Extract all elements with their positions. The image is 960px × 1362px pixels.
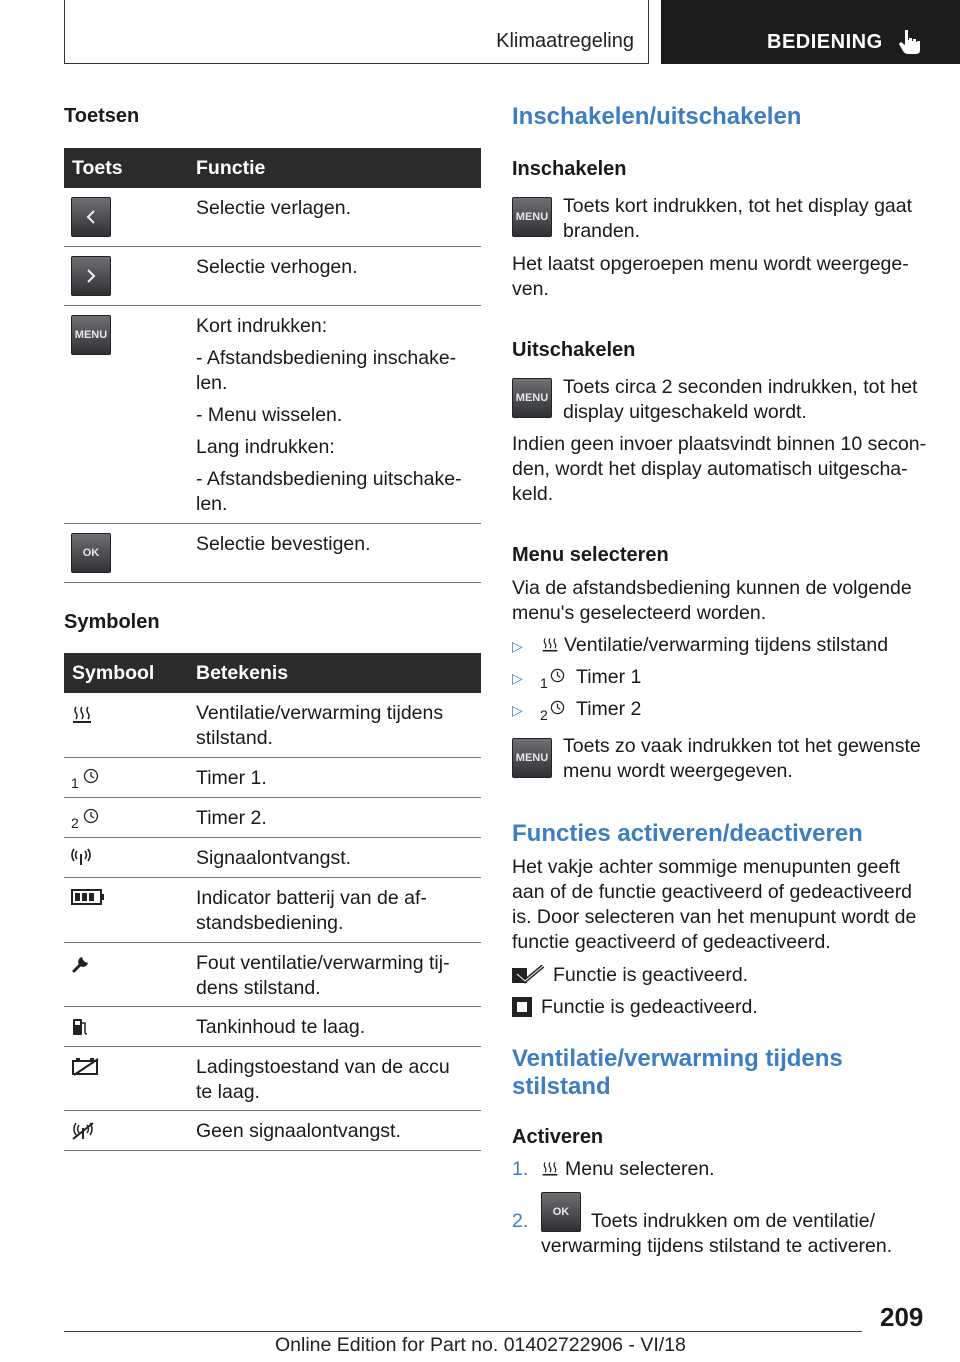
battery-icon	[71, 889, 105, 905]
heading-menu-selecteren: Menu selecteren	[512, 544, 669, 566]
table-row	[64, 758, 481, 798]
toetsen-heading: Toetsen	[64, 105, 140, 127]
timer-number: 2	[71, 815, 79, 831]
symbolen-table	[64, 653, 481, 1151]
toetsen-table	[64, 148, 481, 583]
table-row	[64, 524, 481, 583]
uit-text: Toets circa 2 seconden indrukken, tot het display uitgeschakeld wordt.	[563, 376, 918, 423]
heading-ventilatie: Ventilatie/verwarming tijdens stilstand	[512, 1045, 843, 1100]
row-text: - Afstandsbediening uitschake-len.	[196, 468, 462, 515]
timer-number: 2	[540, 707, 548, 723]
bullet-text: Timer 1	[576, 666, 642, 688]
table-row	[64, 693, 481, 758]
table-row	[64, 1047, 481, 1111]
page-number: 209	[880, 1302, 924, 1332]
timer-2-icon	[83, 808, 99, 824]
symbolen-heading: Symbolen	[64, 611, 160, 633]
checkbox-unchecked-icon	[512, 997, 532, 1017]
heating-icon	[541, 636, 559, 654]
step-number: 2.	[512, 1210, 529, 1232]
table-header	[64, 148, 481, 188]
table-row	[64, 838, 481, 878]
col-header-functie: Functie	[196, 157, 266, 179]
row-text: Tankinhoud te laag.	[196, 1016, 366, 1038]
table-row	[64, 1111, 481, 1151]
wrench-icon	[71, 954, 91, 974]
row-text: Fout ventilatie/verwarming tij-dens stilstand.	[196, 952, 450, 999]
table-row	[64, 188, 481, 247]
signal-icon	[71, 848, 91, 866]
row-text: Selectie bevestigen.	[196, 533, 371, 555]
timer-2-icon	[550, 700, 565, 715]
table-row	[64, 798, 481, 838]
bullet-text: Ventilatie/verwarming tijdens stilstand	[564, 634, 889, 656]
row-text: - Afstandsbediening inschake-len.	[196, 347, 457, 394]
row-text: Kort indrukken:	[196, 315, 328, 337]
row-text: Timer 2.	[196, 807, 267, 829]
timer-1-icon	[83, 768, 99, 784]
uit-after: Indien geen invoer plaatsvindt binnen 10 secon-den, wordt het display automatisch uitgescha-keld.	[512, 433, 927, 505]
timer-number: 1	[540, 675, 548, 691]
heating-icon	[541, 1160, 559, 1178]
menu-key-icon: MENU	[512, 738, 552, 778]
heading-activeren: Activeren	[512, 1126, 604, 1148]
heading-uitschakelen: Uitschakelen	[512, 339, 636, 361]
fuel-icon	[71, 1017, 89, 1037]
header-chapter-box	[661, 0, 960, 64]
col-header-betekenis: Betekenis	[196, 662, 289, 684]
row-text: Geen signaalontvangst.	[196, 1120, 401, 1142]
header-section-box	[64, 0, 649, 64]
footer-divider	[64, 1331, 862, 1332]
left-arrow-key-icon	[71, 197, 111, 237]
bullet-triangle-icon: ▷	[512, 702, 523, 718]
col-header-toets: Toets	[72, 157, 123, 179]
timer-1-icon	[550, 668, 565, 683]
header-section-title: Klimaatregeling	[496, 30, 634, 52]
ok-key-icon: OK	[541, 1192, 581, 1232]
table-row	[64, 247, 481, 306]
step2-text: Toets indrukken om de ventilatie/ verwarming tijdens stilstand te activeren.	[541, 1210, 893, 1257]
table-row	[64, 306, 481, 524]
heading-functies: Functies activeren/deactiveren	[512, 820, 863, 847]
bullet-triangle-icon: ▷	[512, 670, 523, 686]
step1-text: Menu selecteren.	[565, 1158, 715, 1180]
checkbox-checked-icon	[511, 965, 545, 985]
menu-press-text: Toets zo vaak indrukken tot het gewenste menu wordt weergegeven.	[563, 735, 921, 782]
activated-text: Functie is geactiveerd.	[553, 964, 749, 986]
right-arrow-key-icon	[71, 256, 111, 296]
footer-edition: Online Edition for Part no. 01402722906 - VI/18	[275, 1334, 686, 1356]
row-text: Ladingstoestand van de accu te laag.	[196, 1056, 450, 1103]
menu-key-icon: MENU	[512, 197, 552, 237]
row-text: Timer 1.	[196, 767, 267, 789]
ok-key-icon: OK	[71, 533, 111, 573]
row-text: Lang indrukken:	[196, 436, 335, 458]
row-text: Selectie verhogen.	[196, 256, 358, 278]
heating-icon	[71, 705, 93, 725]
battery-fault-icon	[71, 1057, 101, 1077]
menu-key-icon: MENU	[512, 378, 552, 418]
bullet-triangle-icon: ▷	[512, 638, 523, 654]
row-text: Indicator batterij van de af-standsbediening.	[196, 887, 427, 934]
step-number: 1.	[512, 1158, 529, 1180]
row-text: Ventilatie/verwarming tijdens stilstand.	[196, 702, 444, 749]
row-text: Selectie verlagen.	[196, 197, 352, 219]
bullet-text: Timer 2	[576, 698, 642, 720]
menu-sel-text: Via de afstandsbediening kunnen de volgende menu's geselecteerd worden.	[512, 577, 912, 624]
table-row	[64, 943, 481, 1007]
timer-number: 1	[71, 775, 79, 791]
row-text: Signaalontvangst.	[196, 847, 352, 869]
table-row	[64, 878, 481, 943]
table-header	[64, 653, 481, 693]
heading-inschakelen: Inschakelen	[512, 158, 627, 180]
col-header-symbool: Symbool	[72, 662, 155, 684]
row-text: - Menu wisselen.	[196, 404, 343, 426]
deactivated-text: Functie is gedeactiveerd.	[541, 996, 758, 1018]
insch-after: Het laatst opgeroepen menu wordt weergege-ven.	[512, 253, 909, 300]
header-chapter-title: BEDIENING	[767, 31, 883, 53]
no-signal-icon	[71, 1121, 95, 1141]
hand-pointer-icon	[898, 28, 922, 54]
table-row	[64, 1007, 481, 1047]
insch-text: Toets kort indrukken, tot het display gaat branden.	[563, 195, 913, 242]
functies-text: Het vakje achter sommige menupunten geeft aan of de functie geactiveerd of gedeactiveerd is. Door selecteren van het menupunt wordt de functie geactiveerd of gedeactiveerd.	[512, 856, 917, 953]
heading-on-off: Inschakelen/uitschakelen	[512, 103, 802, 130]
menu-key-icon: MENU	[71, 315, 111, 355]
